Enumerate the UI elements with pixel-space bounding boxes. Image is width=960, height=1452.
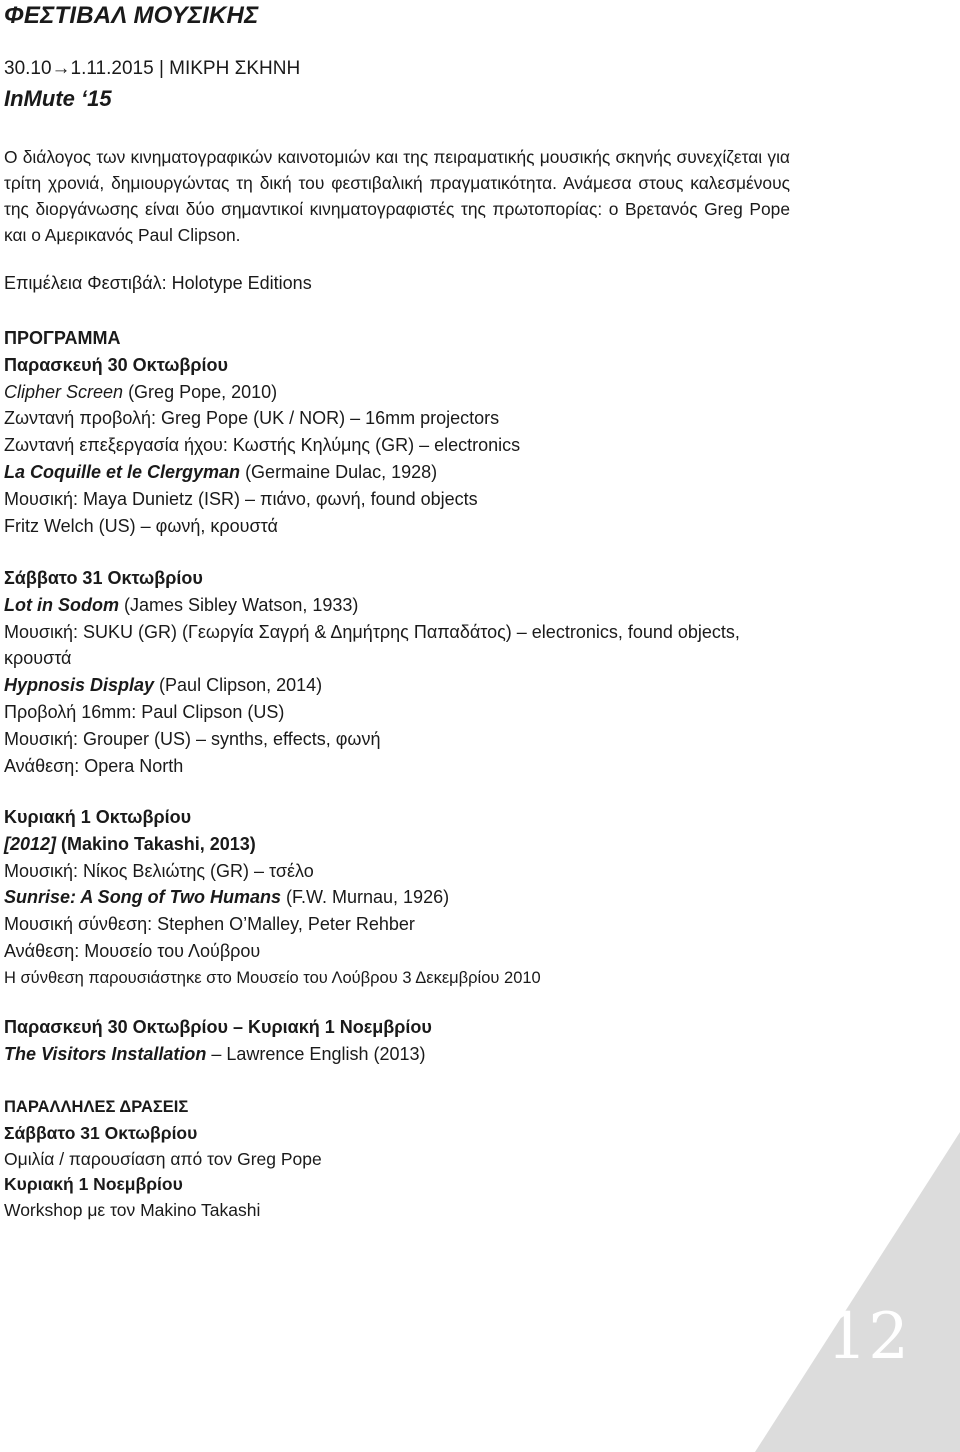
parallel-day: Κυριακή 1 Νοεμβρίου	[4, 1174, 183, 1195]
installation-info: – Lawrence English (2013)	[206, 1043, 426, 1064]
film-title: [2012]	[4, 833, 57, 854]
film-title: La Coquille et le Clergyman	[4, 461, 241, 482]
festival-subtitle: InMute ‘15	[4, 86, 112, 111]
saturday-film-2	[4, 672, 924, 699]
curation-line: Επιμέλεια Φεστιβάλ: Holotype Editions	[4, 273, 312, 293]
film-title: Sunrise: A Song of Two Humans	[4, 887, 282, 908]
film-info: (Makino Takashi, 2013)	[56, 833, 256, 854]
film-info: (Germaine Dulac, 1928)	[240, 461, 438, 482]
program-sunday	[4, 804, 924, 992]
saturday-day: Σάββατο 31 Οκτωβρίου	[4, 568, 203, 588]
credit-line: Ζωντανή προβολή: Greg Pope (UK / NOR) – 16mm projectors	[4, 408, 500, 429]
film-title: Hypnosis Display	[4, 675, 155, 696]
film-info: (F.W. Murnau, 1926)	[281, 887, 450, 908]
saturday-film-1	[4, 592, 924, 619]
credit-line: Προβολή 16mm: Paul Clipson (US)	[4, 701, 285, 722]
program-installation	[4, 1014, 924, 1068]
sunday-film-1	[4, 831, 924, 858]
installation-title: The Visitors Installation	[4, 1043, 207, 1064]
film-title: Lot in Sodom	[4, 594, 119, 615]
credit-line: Μουσική: Grouper (US) – synths, effects, φωνή	[4, 728, 381, 749]
sunday-film-2	[4, 884, 924, 911]
note-line: Η σύνθεση παρουσιάστηκε στο Μουσείο του Λούβρου 3 Δεκεμβρίου 2010	[4, 968, 541, 987]
parallel-event: Workshop με τον Makino Takashi	[4, 1200, 261, 1221]
film-title: Clipher Screen	[4, 381, 124, 402]
page-number: 12	[826, 1300, 910, 1374]
festival-title: ΦΕΣΤΙΒΑΛ ΜΟΥΣΙΚΗΣ	[4, 2, 259, 29]
credit-line: Μουσική: Νίκος Βελιώτης (GR) – τσέλο	[4, 860, 314, 881]
installation-dates: Παρασκευή 30 Οκτωβρίου – Κυριακή 1 Νοεμβρίου	[4, 1017, 432, 1037]
sunday-day: Κυριακή 1 Οκτωβρίου	[4, 807, 192, 827]
curation-credit	[4, 270, 924, 297]
date-and-venue: 30.10→1.11.2015 | ΜΙΚΡΗ ΣΚΗΝΗ	[4, 58, 301, 79]
credit-line: Ανάθεση: Opera North	[4, 755, 184, 776]
friday-film-2	[4, 459, 924, 486]
program-saturday	[4, 565, 924, 779]
credit-line: Μουσική: SUKU (GR) (Γεωργία Σαγρή & Δημήτρης Παπαδάτος) – electronics, found objects, κρουστά	[4, 621, 740, 669]
credit-line: Ζωντανή επεξεργασία ήχου: Κωστής Κηλύμης (GR) – electronics	[4, 435, 521, 456]
credit-line: Fritz Welch (US) – φωνή, κρουστά	[4, 515, 278, 536]
friday-film-1	[4, 379, 924, 406]
parallel-events	[4, 1095, 924, 1224]
credit-line: Μουσική σύνθεση: Stephen O’Malley, Peter Rehber	[4, 914, 415, 935]
credit-line: Μουσική: Maya Dunietz (ISR) – πιάνο, φωνή, found objects	[4, 488, 478, 509]
program-heading: ΠΡΟΓΡΑΜΜΑ	[4, 328, 121, 348]
film-info: (Greg Pope, 2010)	[123, 381, 278, 402]
film-info: (Paul Clipson, 2014)	[154, 675, 323, 696]
friday-day: Παρασκευή 30 Οκτωβρίου	[4, 354, 229, 375]
program-friday	[4, 325, 924, 539]
credit-line: Ανάθεση: Μουσείο του Λούβρου	[4, 940, 261, 961]
intro-paragraph: Ο διάλογος των κινηματογραφικών καινοτομιών και της πειραματικής μουσικής σκηνής συνεχίζεται για τρίτη χρονιά, δημιουργώντας τη δική του φεστιβαλική πραγματικότητα. Ανάμεσα στους καλεσμένους της διοργάνωσης είναι δύο σημαντικοί κινηματογραφιστές της πρωτοπορίας: ο Βρετανός Greg Pope και ο Αμερικανός Paul Clipson.	[4, 147, 790, 245]
film-info: (James Sibley Watson, 1933)	[118, 594, 359, 615]
parallel-event: Ομιλία / παρουσίαση από τον Greg Pope	[4, 1148, 322, 1169]
installation-entry	[4, 1041, 924, 1068]
parallel-heading: ΠΑΡΑΛΛΗΛΕΣ ΔΡΑΣΕΙΣ	[4, 1098, 189, 1116]
parallel-day: Σάββατο 31 Οκτωβρίου	[4, 1122, 198, 1143]
